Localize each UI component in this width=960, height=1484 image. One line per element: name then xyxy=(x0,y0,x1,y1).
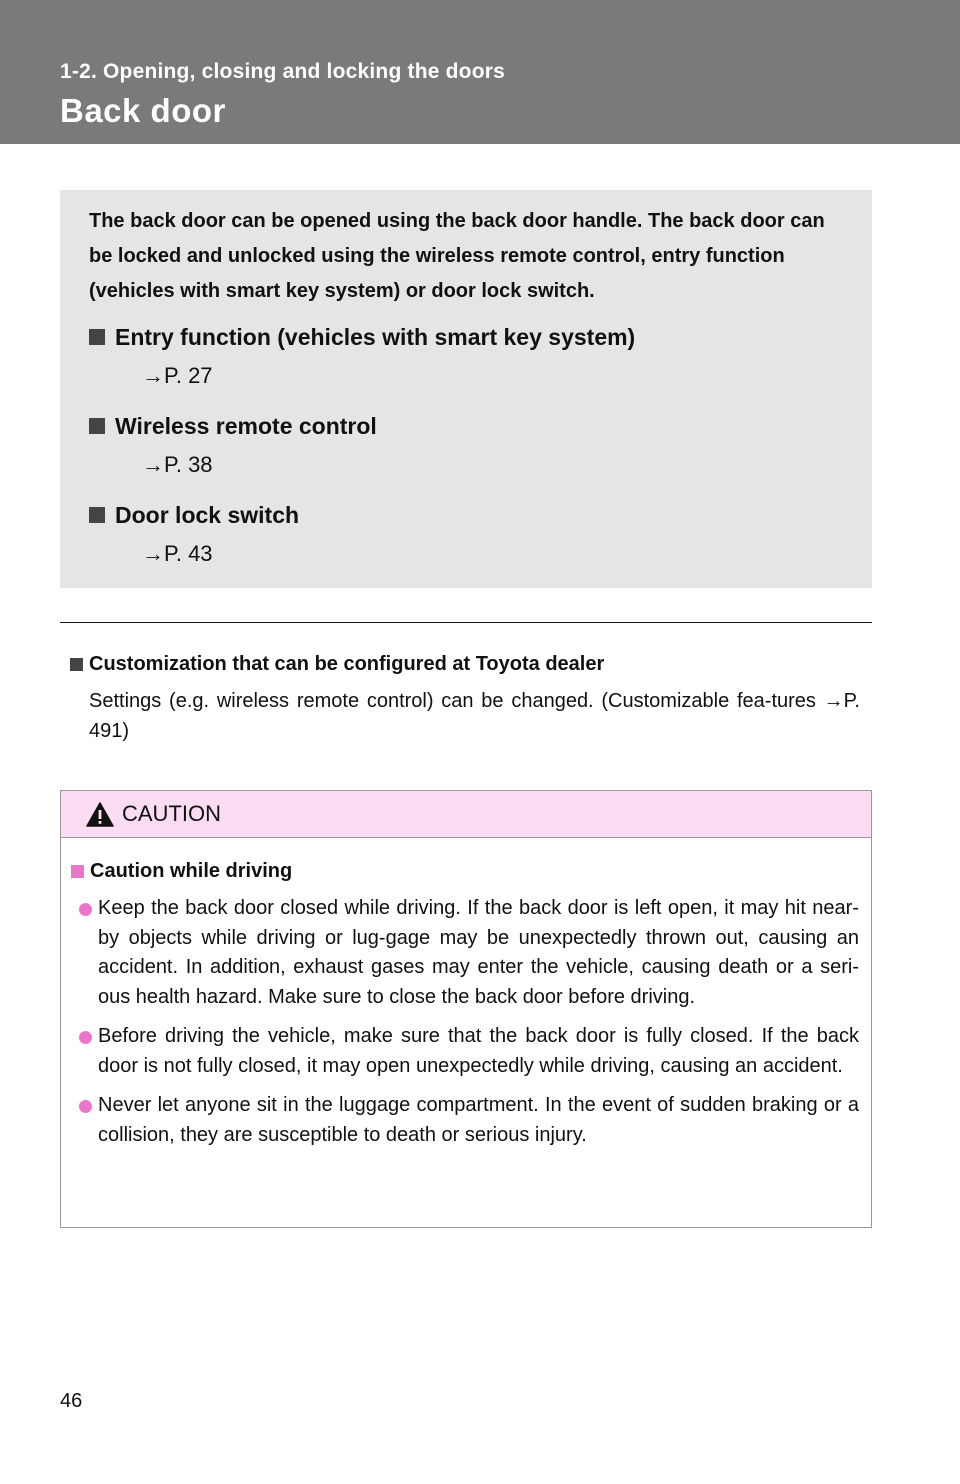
square-bullet-icon xyxy=(89,329,105,345)
topic-title: Door lock switch xyxy=(115,502,300,528)
intro-box xyxy=(60,190,872,588)
customization-note xyxy=(70,651,860,746)
list-item: Before driving the vehicle, make sure that the back door is fully closed. If the back door is not fully closed, it may open unexpectedly while driving, causing an accident. xyxy=(71,1022,859,1081)
divider xyxy=(60,622,872,623)
topic-entry-function xyxy=(89,322,842,391)
square-bullet-icon xyxy=(89,507,105,523)
page-number: 46 xyxy=(60,1390,83,1412)
square-bullet-icon xyxy=(70,658,83,671)
section-label: 1-2. Opening, closing and locking the doors xyxy=(60,60,505,83)
page-reference-link[interactable]: →P. 27 xyxy=(142,363,213,388)
caution-subtitle: Caution while driving xyxy=(90,860,293,882)
list-item: Keep the back door closed while driving. If the back door is left open, it may hit near-by objects while driving or lug-gage may be unexpectedly thrown out, causing an accident. In addition, exhaust gases may enter the vehicle, causing death or a seri-ous health hazard. Make sure to close the back door before driving. xyxy=(71,894,859,1012)
list-item: Never let anyone sit in the luggage compartment. In the event of sudden braking or a collision, they are susceptible to death or serious injury. xyxy=(71,1091,859,1150)
warning-triangle-icon xyxy=(86,802,114,827)
square-bullet-icon xyxy=(71,865,84,878)
bullet-dot-icon xyxy=(79,903,92,916)
square-bullet-icon xyxy=(89,418,105,434)
bullet-dot-icon xyxy=(79,1100,92,1113)
caution-header xyxy=(61,791,871,838)
bullet-dot-icon xyxy=(79,1031,92,1044)
caution-label: CAUTION xyxy=(122,801,221,826)
page-reference-link[interactable]: →P. 43 xyxy=(142,541,213,566)
caution-box xyxy=(60,790,872,1228)
intro-text: The back door can be opened using the back door handle. The back door can be locked and unlocked using the wireless remote control, entry function (vehicles with smart key system) or door lock switch. xyxy=(89,210,825,302)
page-reference-link[interactable]: →P. 38 xyxy=(142,452,213,477)
customization-body: Settings (e.g. wireless remote control) can be changed. (Customizable fea-tures →P. 491) xyxy=(89,690,860,742)
topic-wireless-remote xyxy=(89,411,842,480)
page-header xyxy=(0,0,960,144)
customization-title: Customization that can be configured at Toyota dealer xyxy=(89,653,605,675)
topic-title: Entry function (vehicles with smart key system) xyxy=(115,324,636,350)
page-title: Back door xyxy=(60,92,226,129)
topic-door-lock-switch xyxy=(89,500,842,569)
topic-title: Wireless remote control xyxy=(115,413,377,439)
